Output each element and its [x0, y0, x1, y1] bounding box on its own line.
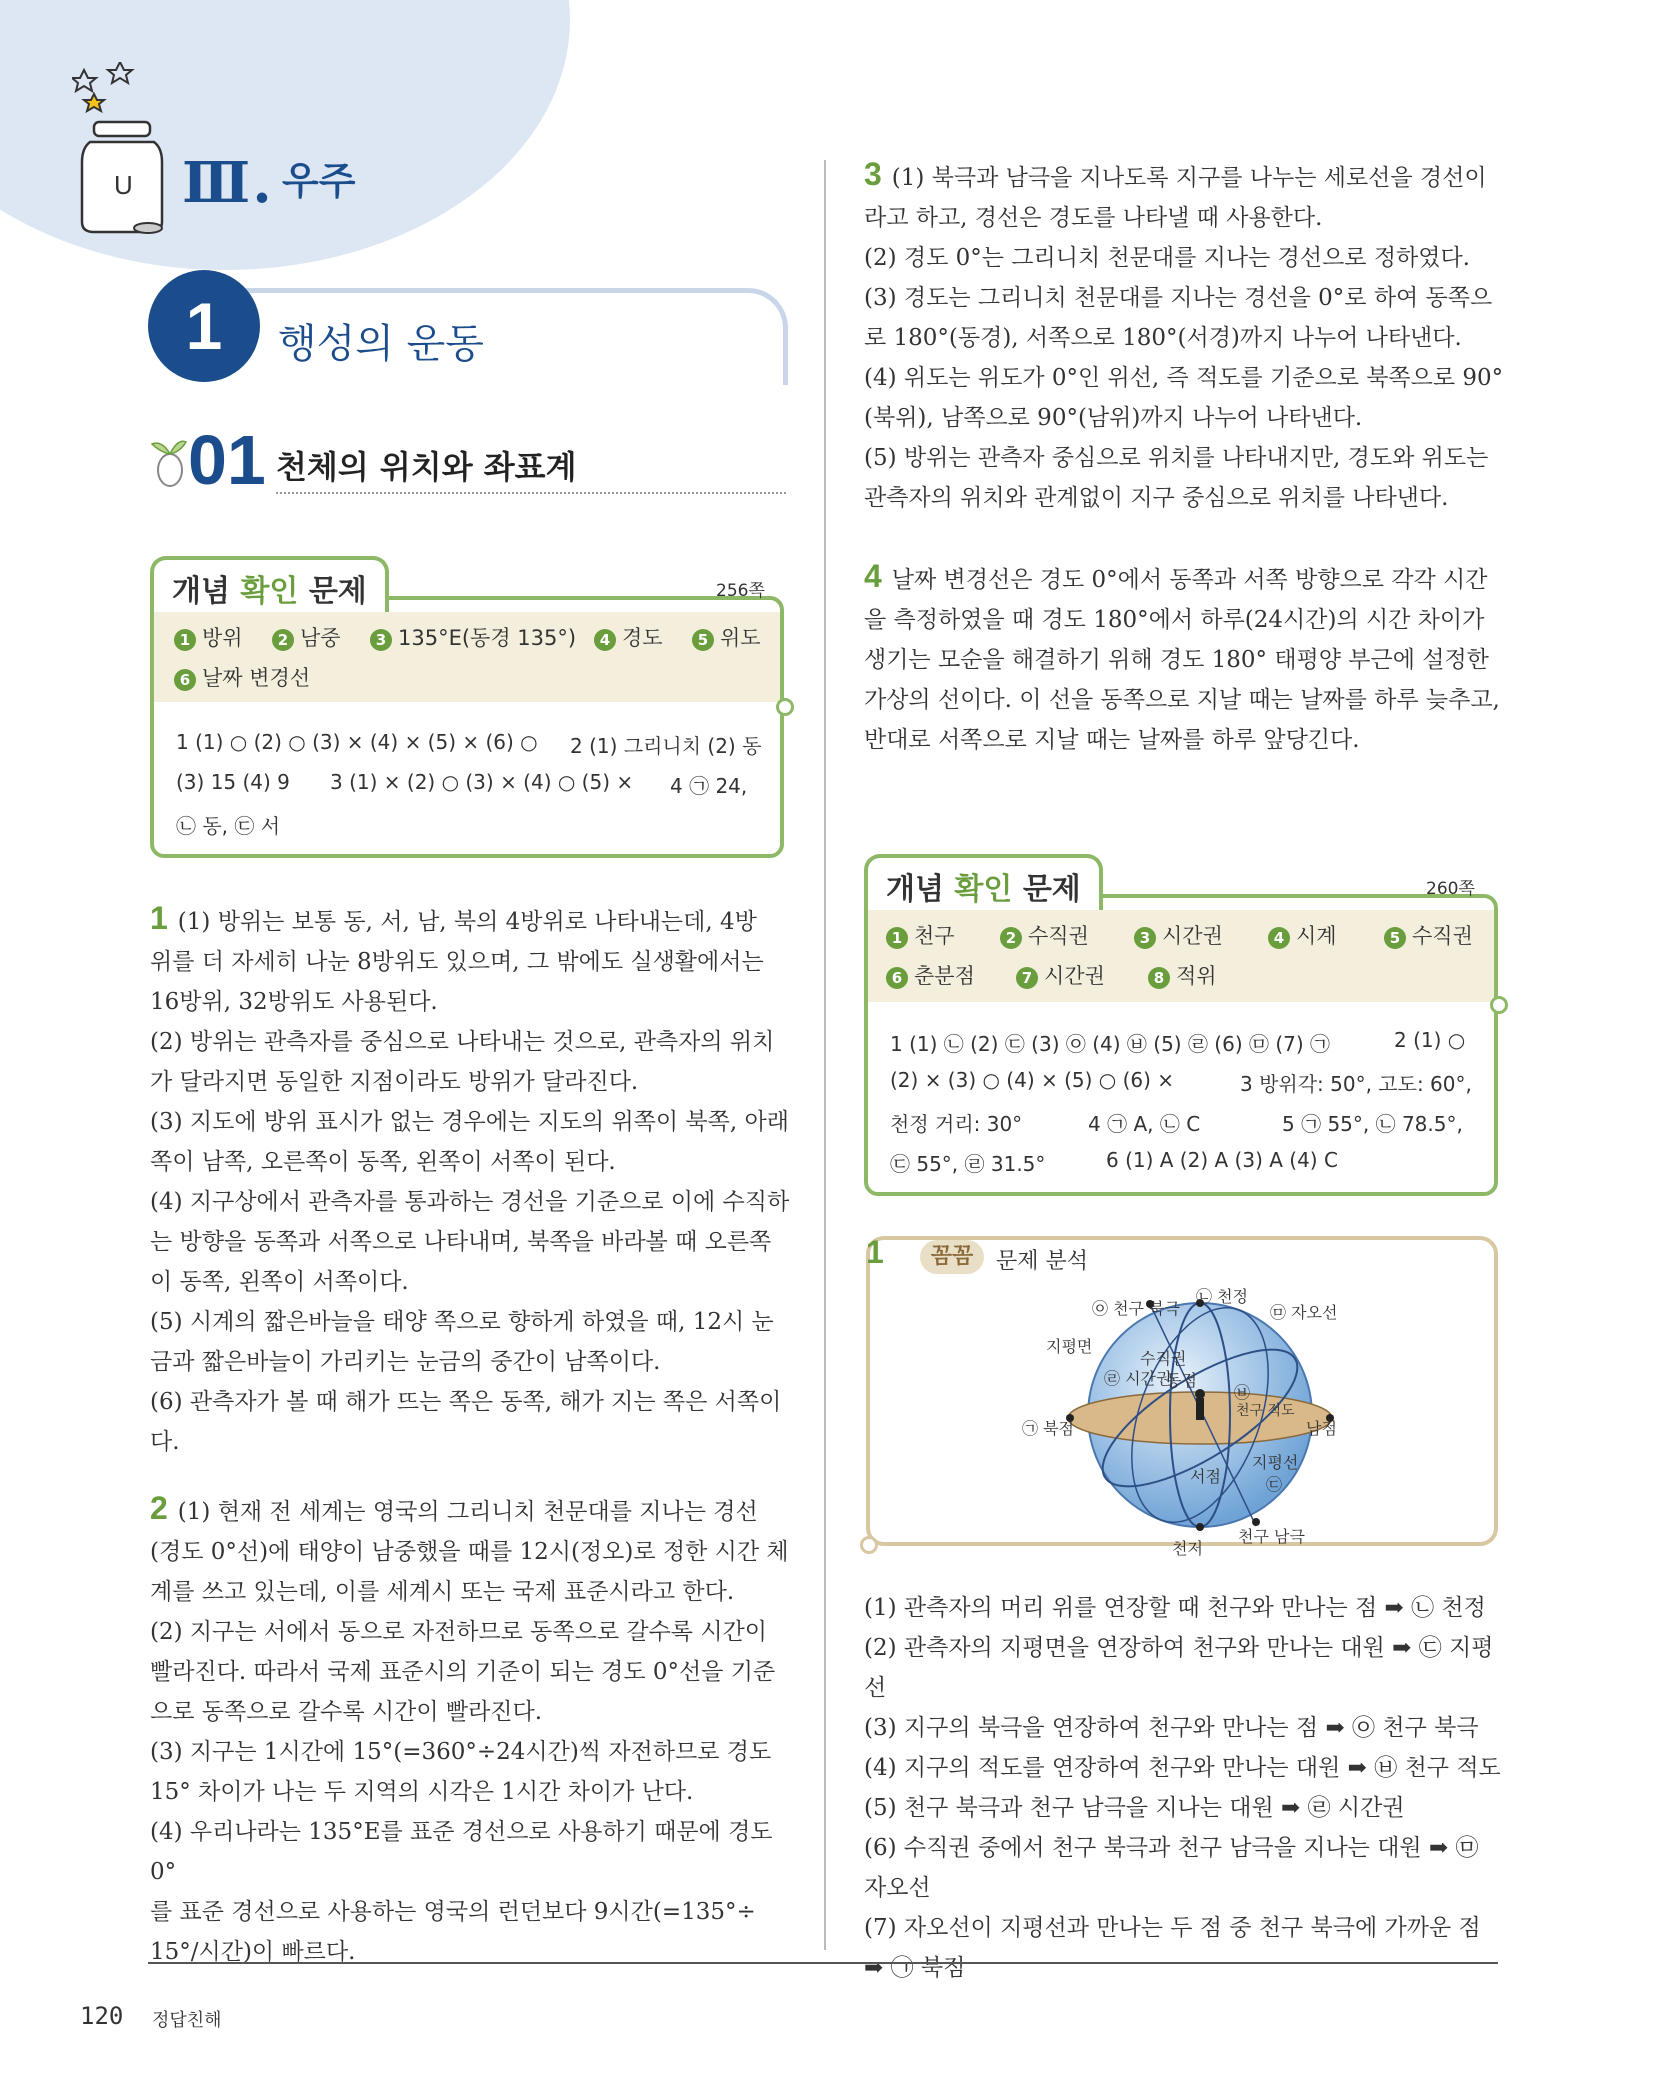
explanation-line: 반대로 서쪽으로 지날 때는 날짜를 하루 앞당긴다.	[864, 727, 1360, 753]
concept-2-item	[1268, 920, 1337, 950]
analysis-line: (3) 지구의 북극을 연장하여 천구와 만나는 점 ➡ ㉧ 천구 북극	[864, 1715, 1479, 1741]
concept-2-answer: 3 방위각: 50°, 고도: 60°,	[1240, 1072, 1472, 1096]
concept-1-item	[594, 622, 663, 652]
concept-2-item-text: 시간권	[1162, 924, 1223, 948]
explanation-line: 이 동쪽, 왼쪽이 서쪽이다.	[150, 1269, 409, 1295]
concept-box-1-title-c: 문제	[298, 574, 367, 609]
explanation-2	[150, 1488, 790, 1972]
explanation-line: (6) 관측자가 볼 때 해가 뜨는 쪽은 동쪽, 해가 지는 쪽은 서쪽이다.	[150, 1389, 782, 1455]
explanation-line: 계를 쓰고 있는데, 이를 세계시 또는 국제 표준시라고 한다.	[150, 1579, 735, 1605]
analysis-knob	[860, 1536, 878, 1554]
explanation-line: (2) 방위는 관측자를 중심으로 나타내는 것으로, 관측자의 위치	[150, 1029, 775, 1055]
concept-2-item	[1148, 960, 1217, 990]
concept-1-answer: (3) 15 (4) 9	[176, 770, 290, 794]
concept-box-2-page: 260쪽	[1426, 879, 1475, 899]
concept-2-answer: 4 ㉠ A, ㉡ C	[1088, 1112, 1201, 1136]
diagram-label: 천저	[1172, 1539, 1203, 1558]
concept-2-item-text: 춘분점	[914, 964, 975, 988]
concept-1-item	[272, 622, 341, 652]
concept-2-item	[886, 960, 975, 990]
concept-2-item-text: 시간권	[1044, 964, 1105, 988]
analysis-line: (1) 관측자의 머리 위를 연장할 때 천구와 만나는 점 ➡ ㉡ 천정	[864, 1595, 1486, 1621]
concept-1-answer: 1 (1) ○ (2) ○ (3) × (4) × (5) × (6) ○	[176, 730, 538, 754]
explanation-4	[864, 556, 1504, 760]
explanation-line	[864, 556, 1504, 600]
concept-1-answer: 4 ㉠ 24,	[670, 774, 748, 798]
explanation-line: (4) 우리나라는 135°E를 표준 경선으로 사용하기 때문에 경도 0°	[150, 1819, 773, 1885]
explanation-line: 를 표준 경선으로 사용하는 영국의 런던보다 9시간(=135°÷	[150, 1899, 756, 1925]
diagram-label: ㉧ 천구 북극	[1092, 1299, 1180, 1318]
diagram-label: ㉢	[1266, 1475, 1283, 1494]
concept-2-item-text: 천구	[914, 924, 955, 948]
concept-2-item-num: 5	[1384, 927, 1406, 949]
section-header	[148, 420, 788, 500]
concept-1-item-text: 남중	[300, 626, 341, 650]
concept-1-answer: ㉡ 동, ㉢ 서	[176, 814, 281, 838]
concept-1-answer: 3 (1) × (2) ○ (3) × (4) ○ (5) ×	[330, 770, 634, 794]
diagram-label: ㉠ 북점	[1022, 1419, 1074, 1438]
concept-2-answer: 6 (1) A (2) A (3) A (4) C	[1106, 1148, 1338, 1172]
chapter-title: 행성의 운동	[278, 321, 484, 367]
concept-2-item-text: 수직권	[1412, 924, 1473, 948]
explanation-line-text: (1) 현재 전 세계는 영국의 그리니치 천문대를 지나는 경선	[177, 1499, 758, 1525]
explanation-line	[150, 898, 790, 942]
concept-2-item	[886, 920, 955, 950]
concept-2-item-num: 8	[1148, 967, 1170, 989]
concept-1-item-num: 5	[692, 629, 714, 651]
diagram-label: ㉡ 천정	[1196, 1287, 1248, 1306]
concept-1-item-text: 날짜 변경선	[202, 666, 311, 690]
explanation-line: (5) 시계의 짧은바늘을 태양 쪽으로 향하게 하였을 때, 12시 눈	[150, 1309, 774, 1335]
concept-box-1-title	[150, 556, 389, 612]
explanation-line: 15°/시간)이 빠르다.	[150, 1939, 356, 1965]
explanation-1	[150, 898, 790, 1462]
concept-box-2-title-a: 개념	[886, 872, 955, 907]
concept-1-item-num: 1	[174, 629, 196, 651]
explanation-line: 가상의 선이다. 이 선을 동쪽으로 지날 때는 날짜를 하루 늦추고,	[864, 687, 1500, 713]
explanation-line: 으로 동쪽으로 갈수록 시간이 빨라진다.	[150, 1699, 543, 1725]
explanation-line: (4) 위도는 위도가 0°인 위선, 즉 적도를 기준으로 북쪽으로 90°	[864, 365, 1504, 391]
explanation-line-text: 날짜 변경선은 경도 0°에서 동쪽과 서쪽 방향으로 각각 시간	[891, 567, 1488, 593]
explanation-line: (5) 방위는 관측자 중심으로 위치를 나타내지만, 경도와 위도는	[864, 445, 1489, 471]
explanation-line: (2) 지구는 서에서 동으로 자전하므로 동쪽으로 갈수록 시간이	[150, 1619, 767, 1645]
observer	[1196, 1398, 1204, 1420]
diagram-label: 수직권	[1140, 1349, 1187, 1368]
concept-1-item	[692, 622, 761, 652]
part-name: 우주	[282, 159, 356, 203]
concept-2-answer: 5 ㉠ 55°, ㉡ 78.5°,	[1282, 1112, 1463, 1136]
concept-2-item-num: 2	[1000, 927, 1022, 949]
concept-1-item-num: 4	[594, 629, 616, 651]
concept-2-answer: 1 (1) ㉡ (2) ㉢ (3) ㉧ (4) ㉥ (5) ㉣ (6) ㉤ (7) ㉠	[890, 1032, 1331, 1056]
concept-box-1-page: 256쪽	[716, 581, 765, 601]
diagram-label: 천구 적도	[1236, 1403, 1295, 1419]
explanation-line: 16방위, 32방위도 사용된다.	[150, 989, 438, 1015]
explanation-number: 2	[150, 1490, 168, 1526]
diagram-label: 지평선	[1252, 1453, 1299, 1472]
section-title: 천체의 위치와 좌표계	[276, 448, 577, 486]
concept-2-item-text: 시계	[1296, 924, 1337, 948]
analysis-line: ➡ ㉠ 북점	[864, 1955, 966, 1981]
concept-1-item-num: 2	[272, 629, 294, 651]
explanation-line: 가 달라지면 동일한 지점이라도 방위가 달라진다.	[150, 1069, 639, 1095]
explanation-line: (3) 지구는 1시간에 15°(=360°÷24시간)씩 자전하므로 경도	[150, 1739, 772, 1765]
explanation-line-text: (1) 방위는 보통 동, 서, 남, 북의 4방위로 나타내는데, 4방	[177, 909, 757, 935]
explanation-line: (북위), 남쪽으로 90°(남위)까지 나누어 나타낸다.	[864, 405, 1363, 431]
footer-rule	[148, 1962, 1498, 1964]
explanation-line: (3) 경도는 그리니치 천문대를 지나는 경선을 0°로 하여 동쪽으	[864, 285, 1493, 311]
part-numeral: Ⅲ.	[182, 150, 274, 216]
analysis-line: (6) 수직권 중에서 천구 북극과 천구 남극을 지나는 대원 ➡ ㉤ 자오선	[864, 1835, 1479, 1901]
concept-2-item	[1000, 920, 1089, 950]
jar-letter: U	[114, 170, 133, 200]
explanation-line: 15° 차이가 나는 두 지역의 시각은 1시간 차이가 난다.	[150, 1779, 694, 1805]
concept-box-2-title-b: 확인	[954, 872, 1013, 907]
nadir-point	[1196, 1523, 1204, 1531]
concept-1-item-num: 6	[174, 669, 196, 691]
explanation-line: 라고 하고, 경선은 경도를 나타낼 때 사용한다.	[864, 205, 1323, 231]
chapter-number: 1	[148, 270, 260, 382]
concept-1-item-text: 방위	[202, 626, 243, 650]
explanation-line: (4) 지구상에서 관측자를 통과하는 경선을 기준으로 이에 수직하	[150, 1189, 790, 1215]
diagram-label: 지평면	[1046, 1337, 1093, 1356]
concept-2-item-text: 수직권	[1028, 924, 1089, 948]
explanation-line: 관측자의 위치와 관계없이 지구 중심으로 위치를 나타낸다.	[864, 485, 1449, 511]
analysis-line: (4) 지구의 적도를 연장하여 천구와 만나는 대원 ➡ ㉥ 천구 적도	[864, 1755, 1501, 1781]
analysis-badge: 꼼꼼	[920, 1240, 984, 1274]
explanation-number: 1	[150, 900, 168, 936]
diagram-label: ㉤ 자오선	[1270, 1303, 1338, 1322]
sprout-icon	[148, 430, 188, 490]
explanation-line: 빨라진다. 따라서 국제 표준시의 기준이 되는 경도 0°선을 기준	[150, 1659, 776, 1685]
explanation-3	[864, 154, 1504, 518]
concept-box-2-title-c: 문제	[1012, 872, 1081, 907]
celestial-sphere-diagram	[1060, 1290, 1340, 1540]
concept-1-item-num: 3	[370, 629, 392, 651]
concept-box-2-title	[864, 854, 1103, 910]
concept-1-item	[174, 622, 243, 652]
jar-icon	[72, 62, 172, 242]
explanation-line: 는 방향을 동쪽과 서쪽으로 나타내며, 북쪽을 바라볼 때 오른쪽	[150, 1229, 772, 1255]
explanation-number: 4	[864, 558, 882, 594]
explanation-line: 위를 더 자세히 나눈 8방위도 있으며, 그 밖에도 실생활에서는	[150, 949, 764, 975]
chapter-header	[148, 270, 788, 390]
column-divider	[824, 160, 826, 1950]
footer-label: 정답친해	[152, 2010, 222, 2031]
explanation-line-text: (1) 북극과 남극을 지나도록 지구를 나누는 세로선을 경선이	[891, 165, 1487, 191]
diagram-label: 천구 남극	[1238, 1527, 1305, 1546]
concept-2-item-num: 7	[1016, 967, 1038, 989]
analysis-label: 문제 분석	[996, 1249, 1089, 1274]
concept-1-answer: 2 (1) 그리니치 (2) 동	[570, 734, 762, 758]
explanation-line: 생기는 모순을 해결하기 위해 경도 180° 태평양 부근에 설정한	[864, 647, 1489, 673]
explanation-line	[150, 1488, 790, 1532]
concept-box-1-knob	[776, 698, 794, 716]
concept-2-item-text: 적위	[1176, 964, 1217, 988]
concept-2-answer: 천정 거리: 30°	[890, 1112, 1023, 1136]
explanation-line: (3) 지도에 방위 표시가 없는 경우에는 지도의 위쪽이 북쪽, 아래	[150, 1109, 789, 1135]
concept-2-item-num: 3	[1134, 927, 1156, 949]
explanation-line: (2) 경도 0°는 그리니치 천문대를 지나는 경선으로 정하였다.	[864, 245, 1470, 271]
concept-1-item	[174, 662, 310, 692]
concept-1-item-text: 135°E(동경 135°)	[398, 626, 577, 650]
diagram-label: ㉣ 시간권	[1104, 1369, 1172, 1388]
analysis-line: (2) 관측자의 지평면을 연장하여 천구와 만나는 대원 ➡ ㉢ 지평선	[864, 1635, 1494, 1701]
concept-2-item	[1134, 920, 1223, 950]
page-number: 120	[80, 2002, 124, 2030]
explanation-line: (경도 0°선)에 태양이 남중했을 때를 12시(정오)로 정한 시간 체	[150, 1539, 789, 1565]
concept-box-2-knob	[1490, 996, 1508, 1014]
concept-box-1-title-a: 개념	[172, 574, 241, 609]
concept-2-answer: (2) × (3) ○ (4) × (5) ○ (6) ×	[890, 1068, 1175, 1092]
diagram-label: ㉥	[1234, 1383, 1251, 1402]
concept-1-item-text: 위도	[720, 626, 761, 650]
concept-1-item	[370, 622, 576, 652]
explanation-line: 쪽이 남쪽, 오른쪽이 동쪽, 왼쪽이 서쪽이 된다.	[150, 1149, 616, 1175]
concept-box-1-title-b: 확인	[240, 574, 299, 609]
concept-2-item	[1384, 920, 1473, 950]
analysis-line: (5) 천구 북극과 천구 남극을 지나는 대원 ➡ ㉣ 시간권	[864, 1795, 1405, 1821]
concept-2-item	[1016, 960, 1105, 990]
explanation-line: 금과 짧은바늘이 가리키는 눈금의 중간이 남쪽이다.	[150, 1349, 661, 1375]
explanation-line: 을 측정하였을 때 경도 180°에서 하루(24시간)의 시간 차이가	[864, 607, 1485, 633]
analysis-line: (7) 자오선이 지평선과 만나는 두 점 중 천구 북극에 가까운 점	[864, 1915, 1481, 1941]
section-number-text: 01	[188, 421, 266, 499]
analysis-text	[864, 1588, 1504, 1988]
explanation-line: 로 180°(동경), 서쪽으로 180°(서경)까지 나누어 나타낸다.	[864, 325, 1462, 351]
diagram-label: 서점	[1190, 1467, 1221, 1486]
diagram-label: 남점	[1306, 1419, 1337, 1438]
concept-1-item-text: 경도	[622, 626, 663, 650]
diagram-label: 동점	[1166, 1371, 1197, 1390]
concept-2-item-num: 6	[886, 967, 908, 989]
concept-2-answer: 2 (1) ○	[1394, 1028, 1466, 1052]
concept-2-item-num: 4	[1268, 927, 1290, 949]
section-number	[188, 420, 266, 500]
explanation-number: 3	[864, 156, 882, 192]
analysis-number: 1	[866, 1234, 884, 1270]
section-underline	[276, 492, 786, 494]
explanation-line	[864, 154, 1504, 198]
concept-2-answer: ㉢ 55°, ㉣ 31.5°	[890, 1152, 1046, 1176]
concept-2-item-num: 1	[886, 927, 908, 949]
